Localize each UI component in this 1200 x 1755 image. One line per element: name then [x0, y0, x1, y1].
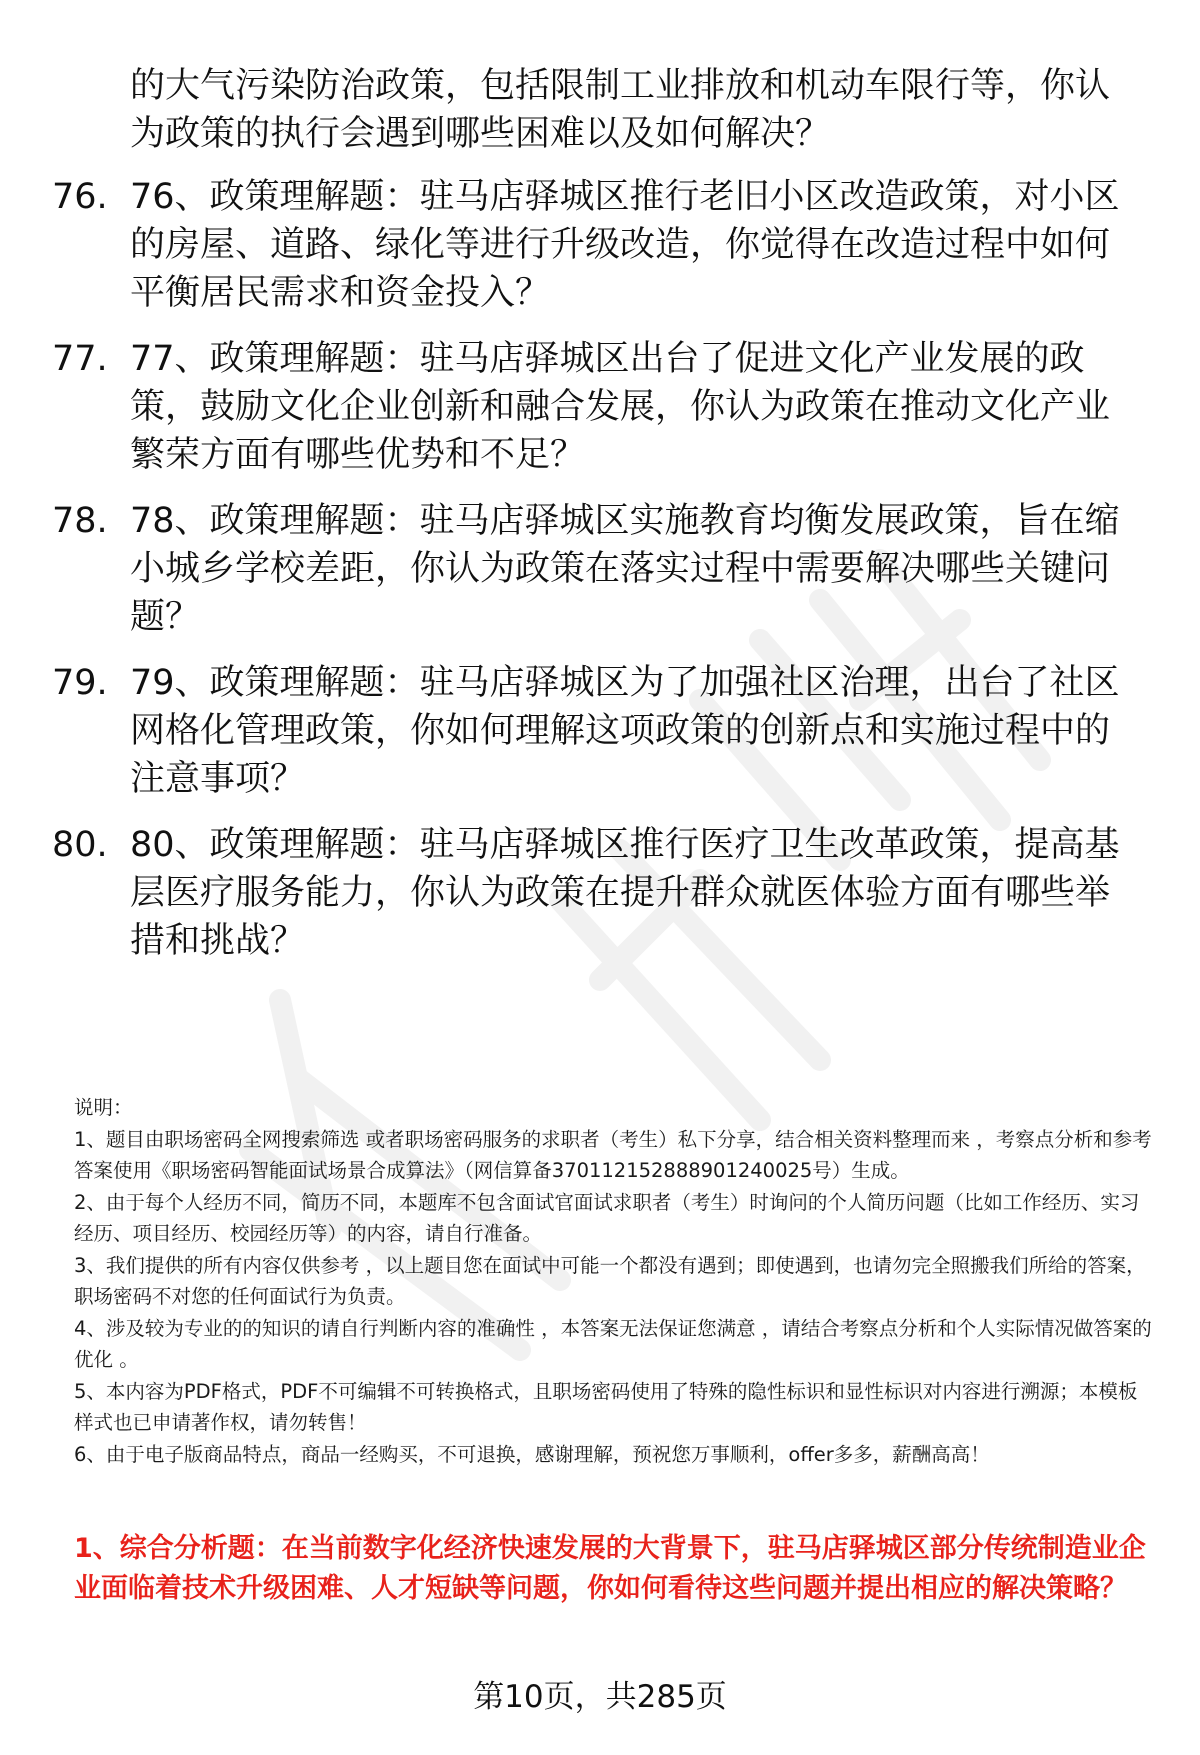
notes-section: [74, 1092, 1154, 1470]
note-item: 3、我们提供的所有内容仅供参考 ，以上题目您在面试中可能一个都没有遇到；即使遇到，也请勿完全照搬我们所给的答案，职场密码不对您的任何面试行为负责。: [74, 1253, 1146, 1308]
note-item: 6、由于电子版商品特点，商品一经购买，不可退换，感谢理解，预祝您万事顺利，offer多多，薪酬高高！: [74, 1442, 990, 1466]
note-item: 1、题目由职场密码全网搜索筛选 或者职场密码服务的求职者（考生）私下分享，结合相关资料整理而来 ，考察点分析和参考答案使用《职场密码智能面试场景合成算法》（网信算备370112152888901240025号）生成。: [74, 1127, 1152, 1182]
question-text: 76、政策理解题：驻马店驿城区推行老旧小区改造政策，对小区的房屋、道路、绿化等进行升级改造，你觉得在改造过程中如何平衡居民需求和资金投入？: [130, 177, 1120, 313]
question-text: 80、政策理解题：驻马店驿城区推行医疗卫生改革政策，提高基层医疗服务能力，你认为政策在提升群众就医体验方面有哪些举措和挑战？: [130, 825, 1120, 961]
question-number: 78.: [52, 501, 108, 541]
question-continuation: 的大气污染防治政策，包括限制工业排放和机动车限行等，你认为政策的执行会遇到哪些困难以及如何解决？: [130, 66, 1111, 154]
question-number: 79.: [52, 663, 108, 703]
question-number: 77.: [52, 339, 108, 379]
note-item: 5、本内容为PDF格式，PDF不可编辑不可转换格式，且职场密码使用了特殊的隐性标识和显性标识对内容进行溯源；本模板样式也已申请著作权，请勿转售！: [74, 1379, 1138, 1434]
note-item: 2、由于每个人经历不同，简历不同，本题库不包含面试官面试求职者（考生）时询问的个人简历问题（比如工作经历、实习经历、项目经历、校园经历等）的内容，请自行准备。: [74, 1190, 1140, 1245]
question-number: 76.: [52, 177, 108, 217]
notes-title: 说明：: [74, 1096, 133, 1119]
page-footer: 第10页，共285页: [473, 1679, 727, 1715]
note-item: 4、涉及较为专业的的知识的请自行判断内容的准确性 ，本答案无法保证您满意 ，请结合考察点分析和个人实际情况做答案的优化 。: [74, 1316, 1152, 1371]
question-text: 77、政策理解题：驻马店驿城区出台了促进文化产业发展的政策，鼓励文化企业创新和融合发展，你认为政策在推动文化产业繁荣方面有哪些优势和不足？: [130, 339, 1111, 475]
question-number: 80.: [52, 825, 108, 865]
question-text: 78、政策理解题：驻马店驿城区实施教育均衡发展政策，旨在缩小城乡学校差距，你认为政策在落实过程中需要解决哪些关键问题？: [130, 501, 1120, 637]
highlight-question: 1、综合分析题：在当前数字化经济快速发展的大背景下，驻马店驿城区部分传统制造业企业面临着技术升级困难、人才短缺等问题，你如何看待这些问题并提出相应的解决策略？: [74, 1533, 1146, 1604]
question-text: 79、政策理解题：驻马店驿城区为了加强社区治理，出台了社区网格化管理政策，你如何理解这项政策的创新点和实施过程中的注意事项？: [130, 663, 1120, 799]
